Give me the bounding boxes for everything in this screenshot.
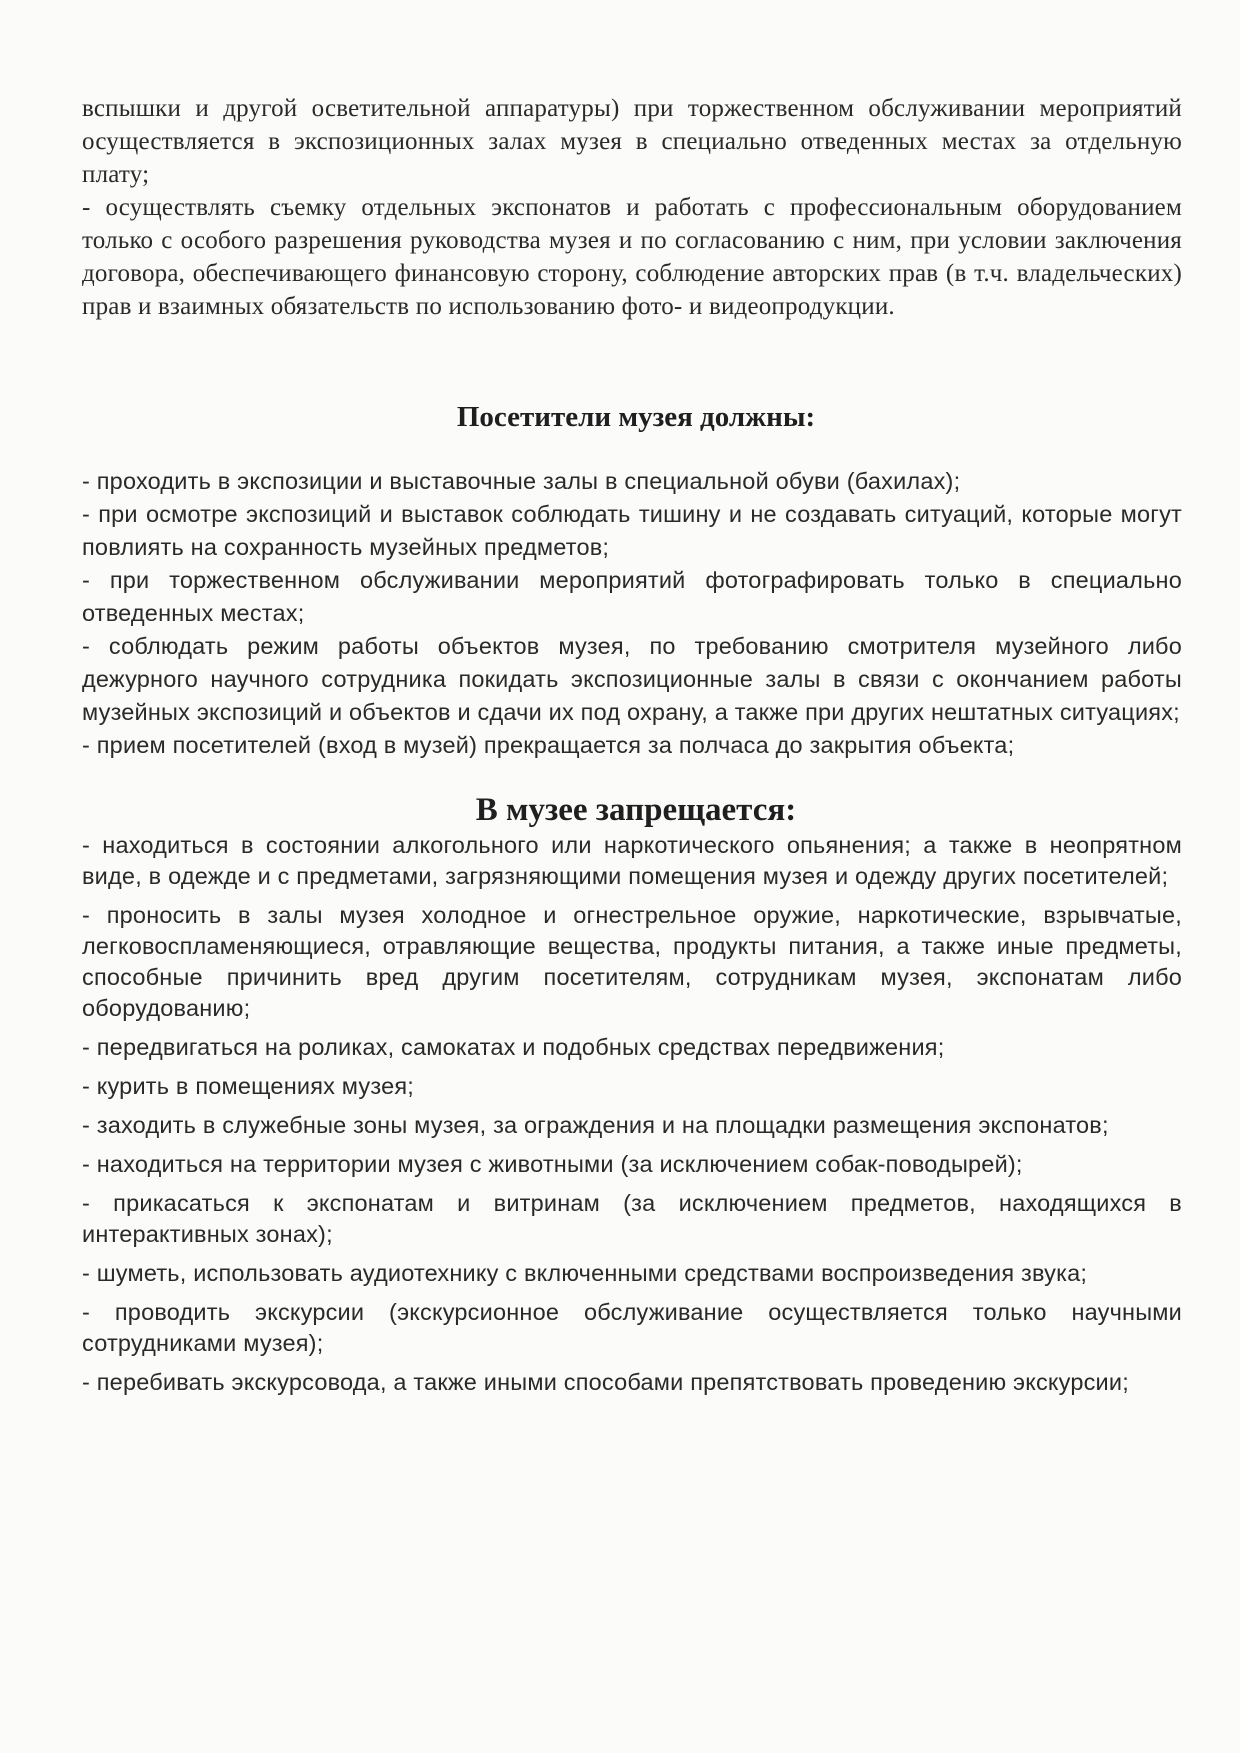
visitors-rules-list: [82, 465, 1182, 762]
visitors-heading: Посетители музея должны:: [456, 401, 816, 433]
visitors-rule-3: - при торжественном обслуживании мероприятий фотографировать только в специально отведенных местах;: [82, 567, 1182, 626]
intro-paragraph-1: вспышки и другой осветительной аппаратуры) при торжественном обслуживании мероприятий осуществляется в экспозиционных залах музея в специально отведенных местах за отдельную плату;: [82, 95, 1182, 188]
intro-paragraph-2: - осуществлять съемку отдельных экспонатов и работать с профессиональным оборудованием только с особого разрешения руководства музея и по согласованию с ним, при условии заключения договора, обеспечивающего финансовую сторону, соблюдение авторских прав (в т.ч. владельческих) прав и взаимных обязательств по использованию фото- и видеопродукции.: [82, 194, 1182, 320]
visitors-rule-2: - при осмотре экспозиций и выставок соблюдать тишину и не создавать ситуаций, которые могут повлиять на сохранность музейных предметов;: [82, 501, 1182, 560]
forbidden-rule-10: - перебивать экскурсовода, а также иными способами препятствовать проведению экскурсии;: [82, 1369, 1129, 1395]
forbidden-rule-7: - прикасаться к экспонатам и витринам (за исключением предметов, находящихся в интерактивных зонах);: [82, 1190, 1182, 1247]
forbidden-rule-3: - передвигаться на роликах, самокатах и подобных средствах передвижения;: [82, 1034, 945, 1060]
forbidden-rule-8: - шуметь, использовать аудиотехнику с включенными средствами воспроизведения звука;: [82, 1260, 1088, 1286]
intro-section: [82, 92, 1182, 323]
forbidden-rule-9: - проводить экскурсии (экскурсионное обслуживание осуществляется только научными сотрудниками музея);: [82, 1299, 1182, 1356]
forbidden-heading: В музее запрещается:: [475, 792, 797, 828]
visitors-rule-5: - прием посетителей (вход в музей) прекращается за полчаса до закрытия объекта;: [82, 732, 1015, 758]
forbidden-rule-6: - находиться на территории музея с животными (за исключением собак-поводырей);: [82, 1151, 1023, 1177]
visitors-rule-1: - проходить в экспозиции и выставочные залы в специальной обуви (бахилах);: [82, 468, 961, 494]
forbidden-rules-list: [82, 830, 1182, 1398]
forbidden-rule-1: - находиться в состоянии алкогольного или наркотического опьянения; а также в неопрятном виде, в одежде и с предметами, загрязняющими помещения музея и одежду других посетителей;: [82, 832, 1182, 889]
visitors-rule-4: - соблюдать режим работы объектов музея, по требованию смотрителя музейного либо дежурного научного сотрудника покидать экспозиционные залы в связи с окончанием работы музейных экспозиций и объектов и сдачи их под охрану, а также при других нештатных ситуациях;: [82, 633, 1182, 725]
forbidden-rule-5: - заходить в служебные зоны музея, за ограждения и на площадки размещения экспонатов;: [82, 1112, 1109, 1138]
forbidden-rule-4: - курить в помещениях музея;: [82, 1073, 415, 1099]
forbidden-rule-2: - проносить в залы музея холодное и огнестрельное оружие, наркотические, взрывчатые, легковоспламеняющиеся, отравляющие вещества, продукты питания, а также иные предметы, способные причинить вред другим посетителям, сотрудникам музея, экспонатам либо оборудованию;: [82, 902, 1182, 1021]
